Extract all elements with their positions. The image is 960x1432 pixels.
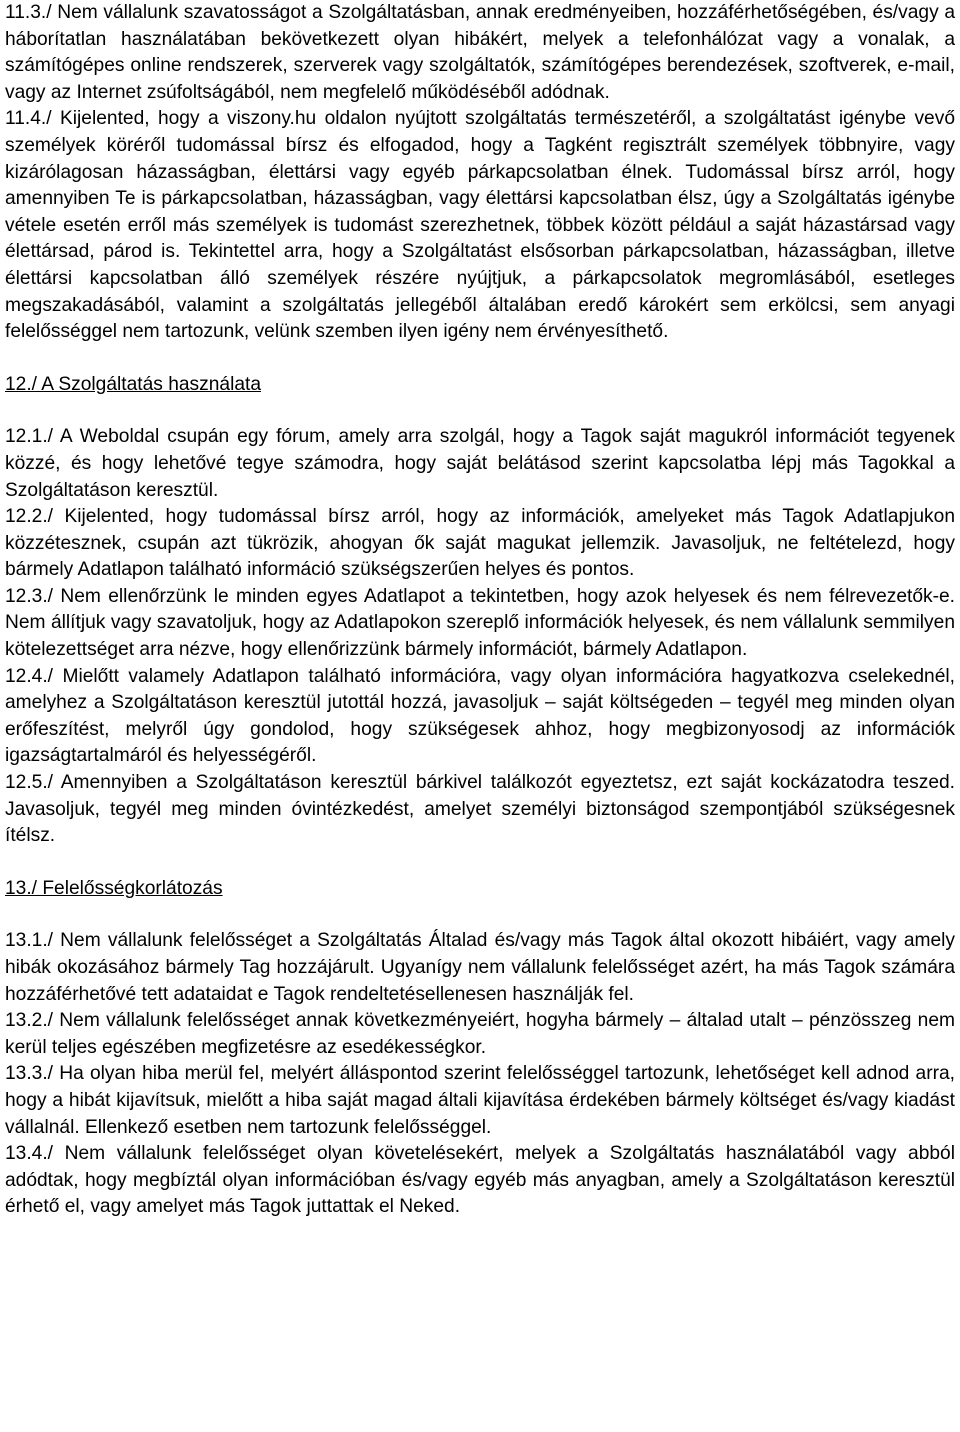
section-spacer bbox=[5, 850, 955, 876]
section-spacer bbox=[5, 346, 955, 372]
section-heading: 13./ Felelősségkorlátozás bbox=[5, 877, 223, 899]
paragraph: 12.2./ Kijelented, hogy tudomással bírsz arról, hogy az információk, amelyeket más Tagok Adatlapjukon közzétesznek, csupán azt tükrözik, ahogyan ők saját magukat jellemzik. Javasoljuk, ne feltételezd, hogy bármely Adatlapon található információ szükségszerűen helyes és pontos. bbox=[5, 506, 955, 581]
paragraph: 12.3./ Nem ellenőrzünk le minden egyes Adatlapot a tekintetben, hogy azok helyesek és nem félrevezetők-e. Nem állítjuk vagy szavatoljuk, hogy az Adatlapokon szereplő információk helyesek, és nem vállalunk semmilyen kötelezettséget arra nézve, hogy ellenőrizzünk bármely információt, bármely Adatlapon. bbox=[5, 585, 955, 661]
paragraph: 13.1./ Nem vállalunk felelősséget a Szolgáltatás Általad és/vagy más Tagok által okozott hibáiért, vagy amely hibák okozásához bármely Tag hozzájárult. Ugyanígy nem vállalunk felelősséget azért, ha más Tagok számára hozzáférhetővé tett adataidat e Tagok rendeltetésellenesen használják fel. bbox=[5, 930, 955, 1005]
paragraph: 13.4./ Nem vállalunk felelősséget olyan követelésekért, melyek a Szolgáltatás használatából vagy abból adódtak, hogy megbíztál olyan információban és/vagy egyéb más anyagban, amely a Szolgáltatáson keresztül érhető el, vagy amelyet más Tagok juttattak el Neked. bbox=[5, 1143, 955, 1218]
paragraph: 12.4./ Mielőtt valamely Adatlapon található információra, vagy olyan információra hagyatkozva cselekednél, amelyhez a Szolgáltatáson keresztül jutottál hozzá, javasoljuk – saját költségeden – tegyél meg minden olyan erőfeszítést, melyről úgy gondolod, hogy szükségesek ahhoz, hogy megbizonyosodj az információk igazságtartalmáról és helyességéről. bbox=[5, 665, 955, 767]
paragraph: 11.4./ Kijelented, hogy a viszony.hu oldalon nyújtott szolgáltatás természetéről, a szolgáltatást igénybe vevő személyek köréről tudomással bírsz és elfogadod, hogy a Tagként regisztrált személyek többnyire, vagy kizárólagosan házasságban, élettársi vagy egyéb párkapcsolatban élnek. Tudomással bírsz arról, hogy amennyiben Te is párkapcsolatban, házasságban, vagy élettársi kapcsolatban élsz, úgy a Szolgáltatás igénybe vétele esetén erről más személyek is tudomást szerezhetnek, többek között például a saját házastársad vagy élettársad, párod is. Tekintettel arra, hogy a Szolgáltatást elsősorban párkapcsolatban, házasságban, illetve élettársi kapcsolatban álló személyek részére nyújtjuk, a párkapcsolatok megromlásából, esetleges megszakadásából, valamint a szolgáltatás jellegéből általában eredő károkért sem erkölcsi, sem anyagi felelősséggel nem tartozunk, velünk szemben ilyen igény nem érvényesíthető. bbox=[5, 108, 955, 343]
paragraph: 12.5./ Amennyiben a Szolgáltatáson keresztül bárkivel találkozót egyeztetsz, ezt saját kockázatodra teszed. Javasoljuk, tegyél meg minden óvintézkedést, amelyet személyi biztonságod szempontjából szükségesnek ítélsz. bbox=[5, 772, 955, 847]
paragraph: 11.3./ Nem vállalunk szavatosságot a Szolgáltatásban, annak eredményeiben, hozzáférhetőségében, és/vagy a háborítatlan használatában bekövetkezett olyan hibákért, melyek a telefonhálózat vagy a vonalak, a számítógépes online rendszerek, szerverek vagy szolgáltatók, számítógépes berendezések, szoftverek, e-mail, vagy az Internet zsúfoltságából, nem megfelelő működéséből adódnak. bbox=[5, 2, 955, 103]
paragraph: 12.1./ A Weboldal csupán egy fórum, amely arra szolgál, hogy a Tagok saját magukról információt tegyenek közzé, és hogy lehetővé tegye számodra, hogy saját belátásod szerint kapcsolatba lépj más Tagokkal a Szolgáltatáson keresztül. bbox=[5, 426, 955, 501]
section-spacer bbox=[5, 398, 955, 424]
paragraph: 13.3./ Ha olyan hiba merül fel, melyért álláspontod szerint felelősséggel tartozunk, lehetőséget kell adnod arra, hogy a hibát kijavítsuk, mielőtt a hiba saját magad általi kijavítása érdekében bármely költséget és/vagy kiadást vállalnál. Ellenkező esetben nem tartozunk felelősséggel. bbox=[5, 1063, 955, 1138]
paragraph: 13.2./ Nem vállalunk felelősséget annak következményeiért, hogyha bármely – általad utalt – pénzösszeg nem kerül teljes egészében megfizetésre az esedékességkor. bbox=[5, 1010, 955, 1058]
section-heading: 12./ A Szolgáltatás használata bbox=[5, 373, 262, 395]
document-page bbox=[5, 0, 955, 1221]
section-spacer bbox=[5, 902, 955, 928]
